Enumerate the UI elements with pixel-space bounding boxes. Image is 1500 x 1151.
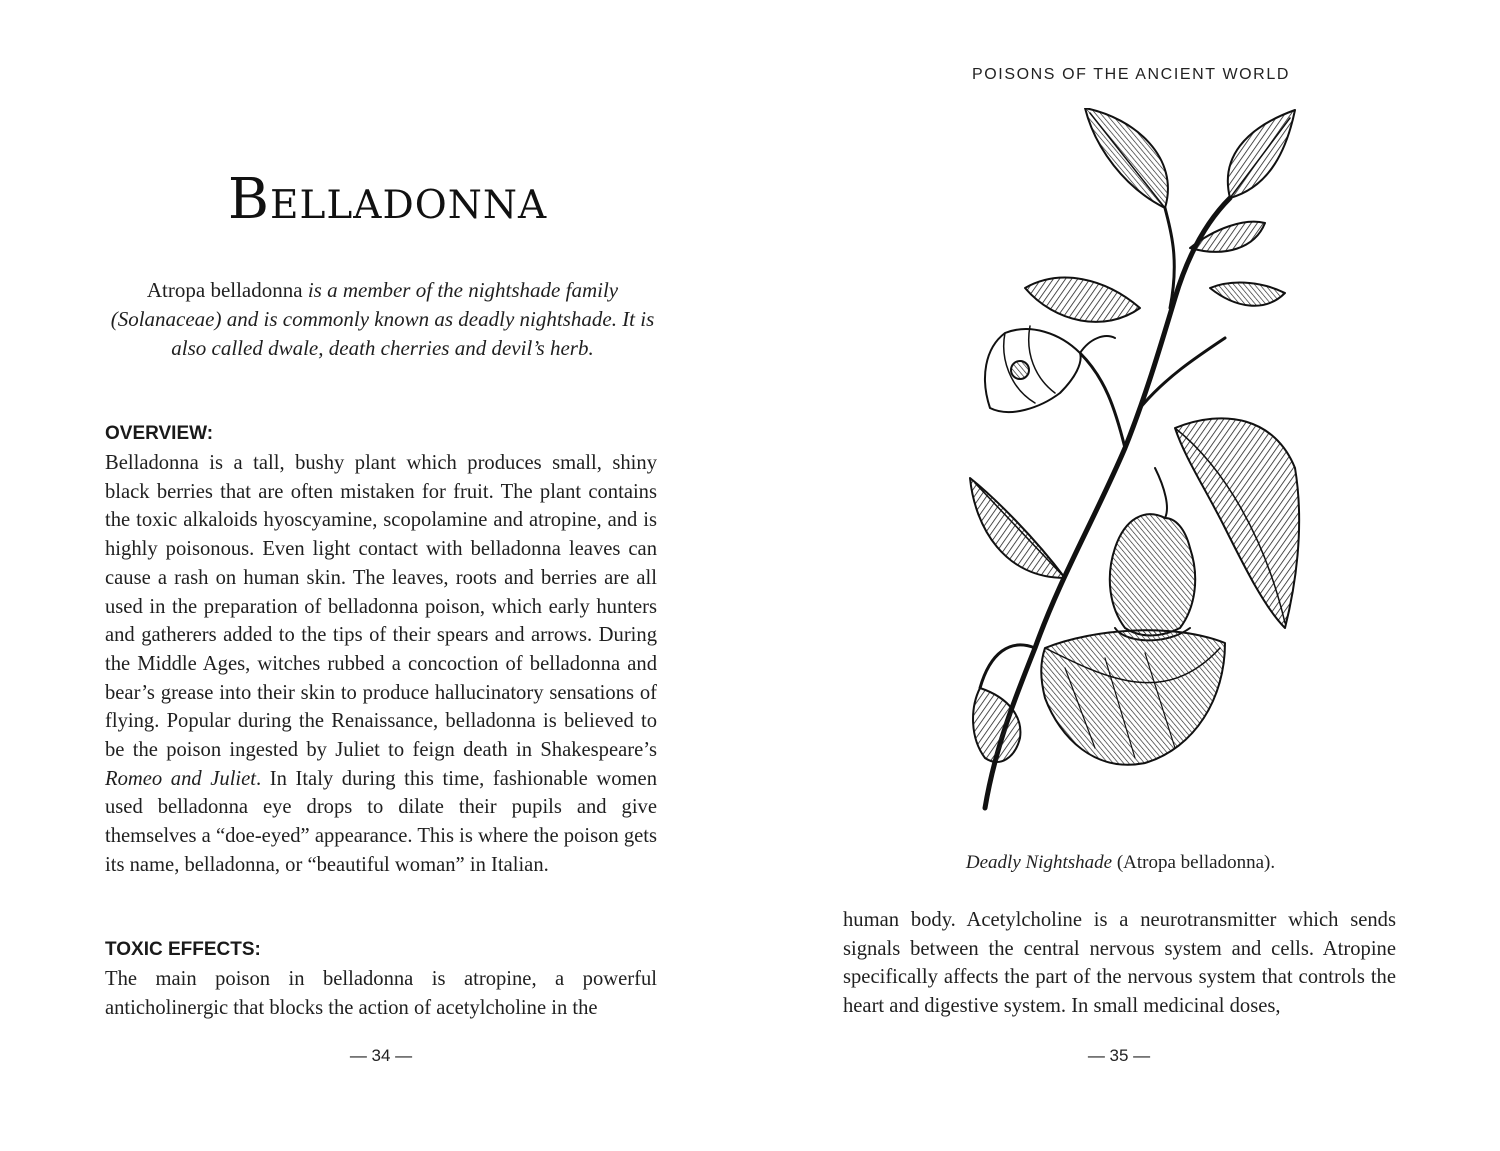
overview-paragraph (105, 449, 657, 880)
intro-paragraph (110, 276, 655, 363)
caption-common-name: Deadly Nightshade (965, 852, 1113, 873)
overview-work-title: Romeo and Juliet (105, 767, 256, 790)
figure-caption (843, 850, 1398, 876)
intro-species-name: Atropa belladonna (146, 278, 303, 302)
right-page (750, 0, 1500, 1151)
overview-text-part-2: . In Italy during this time, fashionable women used belladonna eye drops to dilate their pupils and give themselves a “doe-eyed” appearance. This is where the poison gets its name, belladonna, or “beautiful woman” in Italian. (105, 767, 658, 876)
toxic-effects-paragraph: The main poison in belladonna is atropine, a powerful anticholinergic that blocks the action of acetylcholine in the (105, 968, 657, 1019)
continuation-paragraph: human body. Acetylcholine is a neurotransmitter which sends signals between the central nervous system and cells. Atropine specifically affects the part of the nervous system that controls the heart and digestive system. In small medicinal doses, (843, 909, 1396, 1018)
intro-description: is a member of the nightshade family (Solanaceae) and is commonly known as deadly nightshade. It is also called dwale, death cherries and devil’s herb. (110, 278, 655, 360)
page-number-right: — 35 — (1087, 1046, 1151, 1065)
overview-heading: OVERVIEW: (105, 423, 214, 444)
page-number-left: — 34 — (349, 1046, 413, 1065)
page-title: Belladonna (227, 167, 548, 232)
overview-text-part-1: Belladonna is a tall, bushy plant which produces small, shiny black berries that are often mistaken for fruit. The plant contains the toxic alkaloids hyoscyamine, scopolamine and atropine, and is highly poisonous. Even light contact with belladonna leaves can cause a rash on human skin. The leaves, roots and berries are all used in the preparation of belladonna poison, which early hunters and gatherers added to the tips of their spears and arrows. During the Middle Ages, witches rubbed a concoction of belladonna and bear’s grease into their skin to produce hallucinatory sensations of flying. Popular during the Renaissance, belladonna is believed to be the poison ingested by Juliet to feign death in Shakespeare’s (105, 452, 657, 762)
running-header: POISONS OF THE ANCIENT WORLD (971, 66, 1290, 83)
caption-species: (Atropa belladonna). (1112, 852, 1276, 873)
toxic-effects-heading: TOXIC EFFECTS: (105, 939, 261, 960)
belladonna-plant-icon (965, 108, 1305, 828)
